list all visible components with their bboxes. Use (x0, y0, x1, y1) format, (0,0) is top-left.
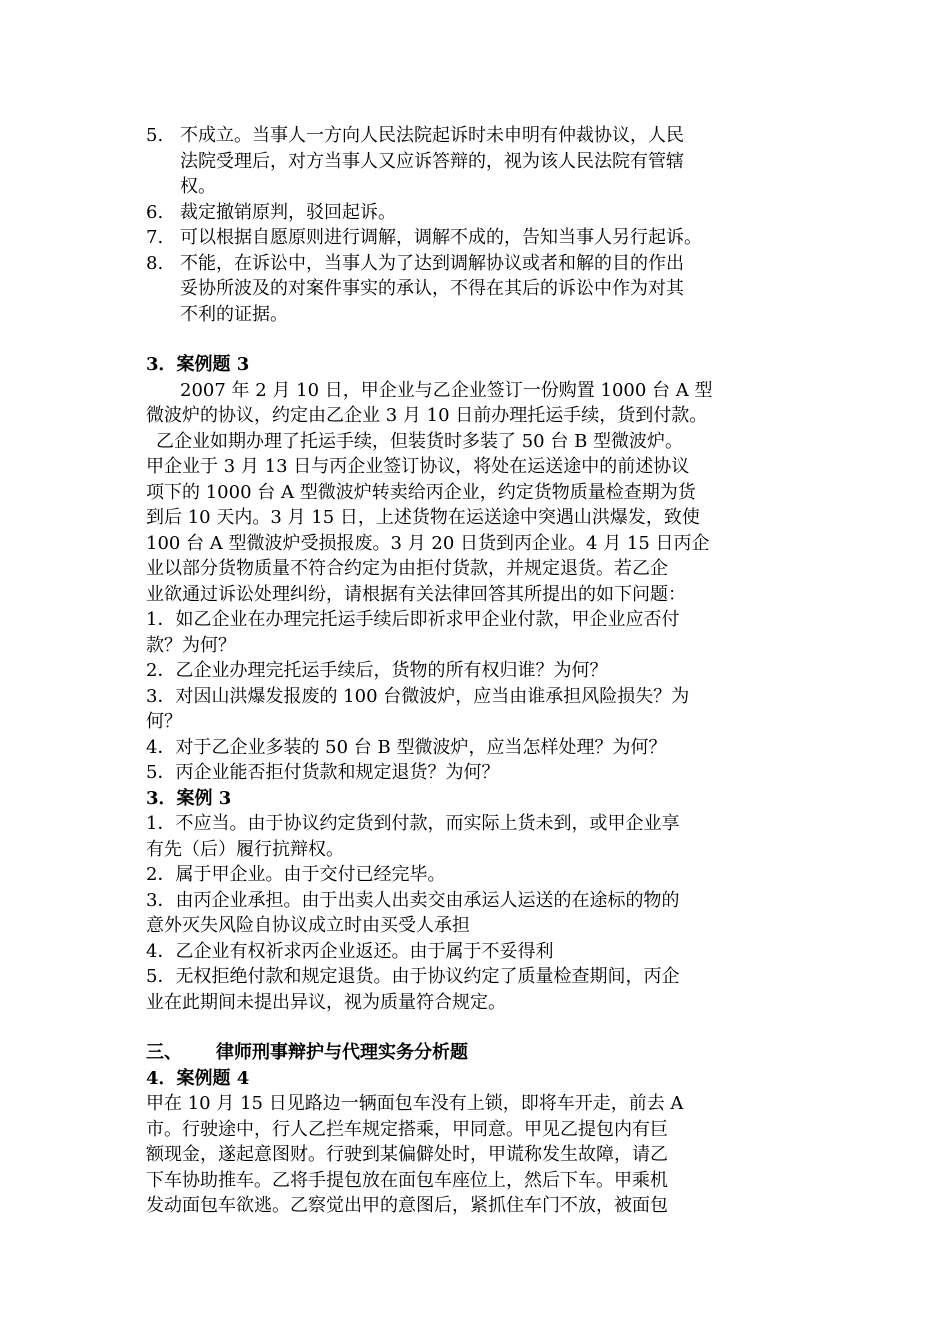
case3-question-line: 款？为何？ (146, 634, 236, 656)
answer-item-6 (146, 200, 836, 226)
answer-item-7 (146, 225, 836, 251)
case3-question-line: 5．丙企业能否拒付货款和规定退货？为何？ (146, 762, 500, 783)
case3-answer-line: 业在此期间未提出异议，视为质量符合规定。 (146, 991, 506, 1013)
case3-body-line: 2007 年 2 月 10 日，甲企业与乙企业签订一份购置 1000 台 A 型 (180, 379, 713, 401)
answer-item-8 (146, 251, 836, 328)
answer-item-5 (146, 123, 836, 200)
item-line: 不成立。当事人一方向人民法院起诉时未申明有仲裁协议，人民 (180, 125, 684, 146)
item-line: 不利的证据。 (180, 303, 288, 325)
case3-answer-line: 有先（后）履行抗辩权。 (146, 838, 344, 860)
case3-answer-line: 2．属于甲企业。由于交付已经完毕。 (146, 864, 446, 885)
case4-line: 甲在 10 月 15 日见路边一辆面包车没有上锁，即将车开走，前去 A (146, 1093, 684, 1114)
case3-body-line: 100 台 A 型微波炉受损报废。3 月 20 日货到丙企业。4 月 15 日丙企 (146, 532, 710, 554)
case3-answer-line: 1．不应当。由于协议约定货到付款，而实际上货未到，或甲企业享 (146, 813, 680, 834)
case3-question-line: 1．如乙企业在办理完托运手续后即祈求甲企业付款，甲企业应否付 (146, 609, 680, 630)
case3-answer-line: 4．乙企业有权祈求丙企业返还。由于属于不妥得利 (146, 940, 554, 962)
case3-question-line: 4．对于乙企业多装的 50 台 B 型微波炉，应当怎样处理？为何？ (146, 736, 667, 758)
item-line: 可以根据自愿原则进行调解，调解不成的，告知当事人另行起诉。 (180, 227, 702, 248)
item-number: 7. (146, 227, 164, 248)
case3-question-line: 何？ (146, 711, 182, 732)
item-line: 妥协所波及的对案件事实的承认，不得在其后的诉讼中作为对其 (180, 278, 684, 299)
section-number: 三、 (146, 1042, 182, 1063)
item-number: 6. (146, 201, 164, 223)
case4-line: 市。行驶途中，行人乙拦车规定搭乘，甲同意。甲见乙提包内有巨 (146, 1118, 668, 1140)
case4-line: 下车协助推车。乙将手提包放在面包车座位上，然后下车。甲乘机 (146, 1169, 668, 1191)
case4-line: 发动面包车欲逃。乙察觉出甲的意图后，紧抓住车门不放，被面包 (146, 1195, 668, 1216)
case3-answer-line: 5．无权拒绝付款和规定退货。由于协议约定了质量检查期间，丙企 (146, 966, 680, 987)
case4-line: 额现金，遂起意图财。行驶到某偏僻处时，甲谎称发生故障，请乙 (146, 1144, 668, 1165)
case3-answer-line: 意外灭失风险自协议成立时由买受人承担 (146, 915, 470, 936)
item-line: 法院受理后，对方当事人又应诉答辩的，视为该人民法院有管辖 (180, 150, 684, 172)
case3-body-line: 微波炉的协议，约定由乙企业 3 月 10 日前办理托运手续，货到付款。 (146, 405, 708, 426)
item-line: 权。 (180, 176, 216, 197)
spacer (146, 1015, 836, 1040)
document-body (146, 123, 836, 1219)
case3-body-line: 业以部分货物质量不符合约定为由拒付货款，并规定退货。若乙企 (146, 558, 668, 579)
case3-question-line: 3．对因山洪爆发报废的 100 台微波炉，应当由谁承担风险损失？为 (146, 685, 690, 707)
case3-body-line: 乙企业如期办理了托运手续，但装货时多装了 50 台 B 型微波炉。 (156, 430, 684, 452)
section-title: 律师刑事辩护与代理实务分析题 (216, 1042, 468, 1063)
item-number: 8. (146, 252, 164, 274)
case3-answer-heading: 3．案例 3 (146, 787, 232, 809)
case3-body-line: 项下的 1000 台 A 型微波炉转卖给丙企业，约定货物质量检查期为货 (146, 481, 696, 503)
case3-body-line: 到后 10 天内。3 月 15 日，上述货物在运送途中突遇山洪爆发，致使 (146, 507, 700, 528)
spacer (146, 327, 836, 352)
case3-answer-line: 3．由丙企业承担。由于出卖人出卖交由承运人运送的在途标的物的 (146, 889, 680, 911)
item-line: 裁定撤销原判，驳回起诉。 (180, 201, 396, 223)
section-heading (146, 1040, 836, 1066)
item-number: 5. (146, 125, 164, 146)
answer-list-top (146, 123, 836, 327)
case3-question-line: 2．乙企业办理完托运手续后，货物的所有权归谁？为何？ (146, 660, 608, 681)
case3-body-line: 业欲通过诉讼处理纠纷，请根据有关法律回答其所提出的如下问题： (146, 583, 686, 605)
case3-heading: 3．案例题 3 (146, 354, 250, 375)
item-line: 不能，在诉讼中，当事人为了达到调解协议或者和解的目的作出 (180, 252, 684, 274)
case3-body-line: 甲企业于 3 月 13 日与丙企业签订协议，将处在运送途中的前述协议 (146, 456, 690, 477)
case4-heading: 4．案例题 4 (146, 1067, 250, 1089)
